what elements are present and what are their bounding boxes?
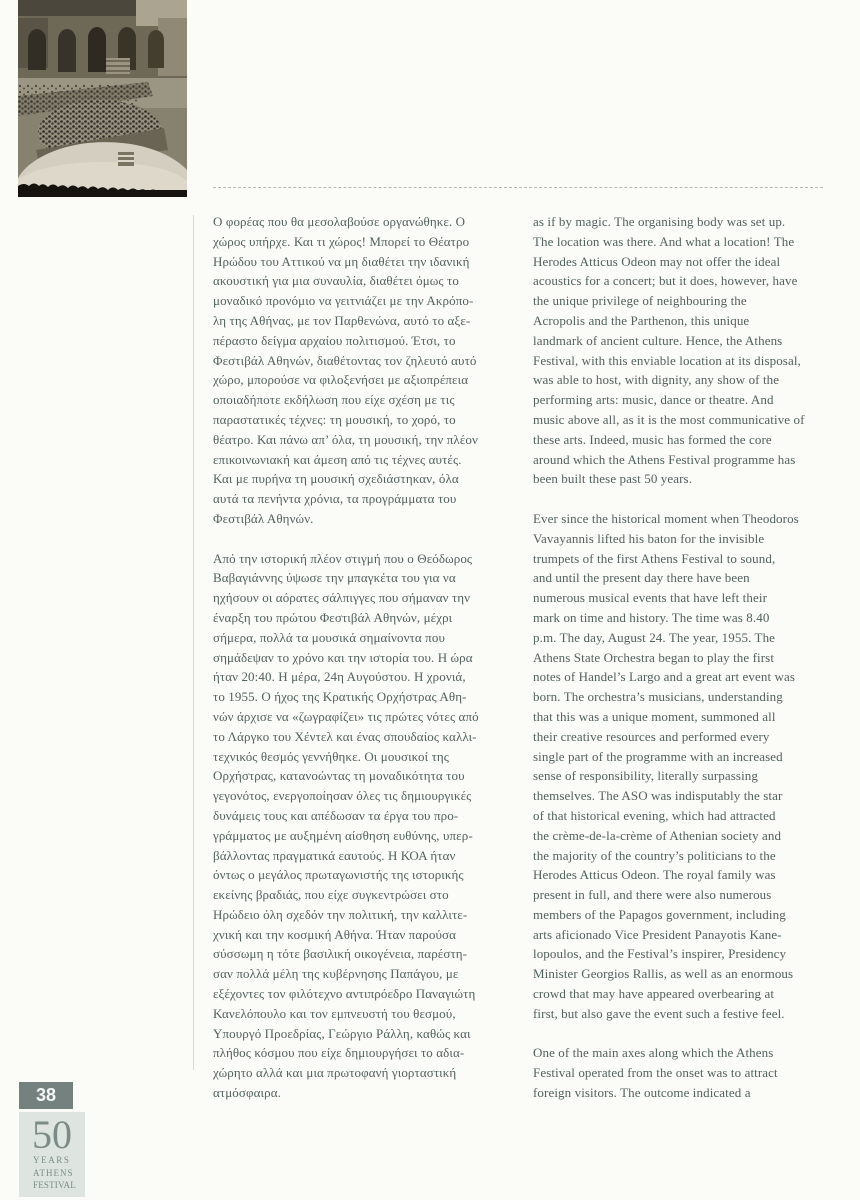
text-line: ήταν 20:40. Η μέρα, 24η Αυγούστου. Η χρονιά, xyxy=(213,669,466,685)
text-line: landmark of ancient culture. Hence, the Athens xyxy=(533,332,783,348)
text-line: επικοινωνιακή και άμεση από τις τέχνες αυτές. xyxy=(213,451,462,467)
text-line: σύσσωμη η τότε βασιλική οικογένεια, παρέστη- xyxy=(213,946,468,962)
logo-big-number: 50 xyxy=(32,1112,72,1157)
text-line: p.m. The day, August 24. The year, 1955. The xyxy=(533,629,776,645)
text-line: mark on time and history. The time was 8.40 xyxy=(533,609,770,625)
text-line: notes of Handel’s Largo and a great art event was xyxy=(533,669,796,685)
text-line: Acropolis and the Parthenon, this unique xyxy=(533,312,750,328)
text-line: χώρητο αλλά και μια πρωτοφανή γιορταστική xyxy=(213,1065,457,1081)
text-line: One of the main axes along which the Athens xyxy=(533,1045,774,1061)
dashed-divider-rule xyxy=(213,187,823,188)
text-line: arts aficionado Vice President Panayotis Kane- xyxy=(533,926,782,942)
text-line: of that historical evening, which had attracted xyxy=(533,807,776,823)
paragraph xyxy=(533,509,841,1024)
text-line: εκείνης βραδιάς, που είχε συγκεντρώσει στο xyxy=(213,887,449,903)
text-line: their creative resources and performed every xyxy=(533,728,770,744)
text-line: έναρξη του πρώτου Φεστιβάλ Αθηνών, μέχρι xyxy=(213,609,453,625)
text-line: λη της Αθήνας, με τον Παρθενώνα, αυτό το αξε- xyxy=(213,312,471,328)
text-columns xyxy=(213,212,841,1103)
text-line: performing arts: music, dance or theatre. And xyxy=(533,392,774,408)
text-line: themselves. The ASO was indisputably the star xyxy=(533,788,783,804)
text-line: όντως ο μεγάλος πρωταγωνιστής της ιστορικής xyxy=(213,867,464,883)
text-line: Φεστιβάλ Αθηνών. xyxy=(213,510,314,526)
text-line: born. The orchestra’s musicians, understanding xyxy=(533,689,783,705)
paragraph xyxy=(533,1043,841,1102)
text-line: music above all, as it is the most communicative of xyxy=(533,411,805,427)
text-line: πέραστο δείγμα αρχαίου πολιτισμού. Έτσι, το xyxy=(213,332,456,348)
text-line: these arts. Indeed, music has formed the core xyxy=(533,431,772,447)
text-line: trumpets of the first Athens Festival to sound, xyxy=(533,550,776,566)
text-line: lopoulos, and the Festival’s inspirer, Presidency xyxy=(533,946,787,962)
text-line: that this was a unique moment, summoned all xyxy=(533,708,776,724)
text-line: Φεστιβάλ Αθηνών, διαθέτοντας τον ζηλευτό αυτό xyxy=(213,352,477,368)
text-line: ηχήσουν οι αόρατες σάλπιγγες που σήμαναν την xyxy=(213,590,471,606)
text-line: Ηρώδειο όλη σχεδόν την πολιτική, την καλλιτε- xyxy=(213,906,468,922)
text-line: Κανελόπουλο και τον εμπνευστή του θεσμού, xyxy=(213,1005,456,1021)
text-line: members of the Papagos government, including xyxy=(533,906,786,922)
text-line: νών άρχισε να «ζωγραφίζει» τις πρώτες νότες από xyxy=(213,708,479,724)
text-line: το Λάργκο του Χέντελ και ένας σπουδαίος καλλι- xyxy=(213,728,477,744)
text-line: ακουστική για μια συναυλία, διαθέτει όμως το xyxy=(213,273,459,289)
text-line: foreign visitors. The outcome indicated a xyxy=(533,1085,751,1101)
text-line: Festival operated from the onset was to attract xyxy=(533,1065,778,1081)
text-line: το 1955. Ο ήχος της Κρατικής Ορχήστρας Αθη- xyxy=(213,689,467,705)
orchestra-photo xyxy=(18,0,187,197)
text-line: The location was there. And what a location! The xyxy=(533,233,795,249)
text-line: Ηρώδου του Αττικού να μη διαθέτει την ιδανική xyxy=(213,253,470,269)
paragraph xyxy=(213,212,521,529)
text-line: and until the present day there have been xyxy=(533,570,750,586)
logo-caption-festival: FESTIVAL xyxy=(33,1180,76,1190)
text-line: πλήθος κόσμου που είχε δημιουργήσει το αδια- xyxy=(213,1045,465,1061)
text-line: Herodes Atticus Odeon. The royal family was xyxy=(533,867,776,883)
text-line: Minister Georgios Rallis, as well as an enormous xyxy=(533,966,794,982)
text-line: Βαβαγιάννης ύψωσε την μπαγκέτα του για να xyxy=(213,570,456,586)
text-line: first, but also gave the event such a festive feel. xyxy=(533,1005,785,1021)
text-line: was able to host, with dignity, any show of the xyxy=(533,372,780,388)
text-line: σημάδεψαν το χρόνο και την ιστορία του. Η ώρα xyxy=(213,649,473,665)
text-line: σήμερα, πολλά τα μουσικά σημαίνοντα που xyxy=(213,629,445,645)
text-line: χώρο, μπορούσε να φιλοξενήσει με αξιοπρέπεια xyxy=(213,372,469,388)
text-line: the majority of the country’s politicians to the xyxy=(533,847,776,863)
text-line: numerous musical events that have left their xyxy=(533,590,767,606)
text-line: single part of the programme with an increased xyxy=(533,748,783,764)
text-line: the crème-de-la-crème of Athenian society and xyxy=(533,827,782,843)
text-line: παραστατικές τέχνες: τη μουσική, το χορό, το xyxy=(213,411,456,427)
text-line: Athens State Orchestra began to play the first xyxy=(533,649,775,665)
text-line: Και με πυρήνα τη μουσική σχεδιάστηκαν, όλα xyxy=(213,471,459,487)
logo-caption-years: YEARS xyxy=(33,1155,71,1165)
text-line: Υπουργό Προεδρίας, Γεώργιο Ράλλη, καθώς και xyxy=(213,1025,471,1041)
text-line: present in full, and there were also numerous xyxy=(533,887,772,903)
text-line: Ever since the historical moment when Theodoros xyxy=(533,510,799,526)
page-number: 38 xyxy=(35,1085,57,1105)
text-line: sense of responsibility, literally surpassing xyxy=(533,768,758,784)
text-line: crowd that may have appeared overbearing at xyxy=(533,986,775,1002)
vertical-margin-rule xyxy=(193,215,194,1070)
text-line: δυνάμεις τους και απέδωσαν τα έργα του προ- xyxy=(213,807,459,823)
text-line: τεχνικός θεσμός γεννήθηκε. Οι μουσικοί της xyxy=(213,748,450,764)
text-line: been built these past 50 years. xyxy=(533,471,693,487)
text-line: Από την ιστορική πλέον στιγμή που ο Θεόδωρος xyxy=(213,550,473,566)
text-line: θέατρο. Και πάνω απ’ όλα, τη μουσική, την πλέον xyxy=(213,431,478,447)
text-line: Ο φορέας που θα μεσολαβούσε οργανώθηκε. Ο xyxy=(213,214,466,229)
text-line: οποιαδήποτε εκδήλωση που είχε σχέση με τις xyxy=(213,392,455,408)
text-line: χώρος υπήρχε. Και τι χώρος! Μπορεί το Θέατρο xyxy=(213,233,470,249)
text-line: Ορχήστρας, κατανοώντας τη μοναδικότητα του xyxy=(213,768,465,784)
text-line: βάλλοντας πραγματικά εαυτούς. Η ΚΟΑ ήταν xyxy=(213,847,456,863)
text-line: the unique privilege of neighbouring the xyxy=(533,293,747,309)
fifty-years-athens-festival-logo xyxy=(19,1112,85,1197)
text-line: ατμόσφαιρα. xyxy=(213,1085,281,1101)
english-text-column xyxy=(533,212,841,1103)
text-line: Festival, with this enviable location at its disposal, xyxy=(533,352,801,368)
text-line: Herodes Atticus Odeon may not offer the ideal xyxy=(533,253,781,269)
text-line: Vavayannis lifted his baton for the invisible xyxy=(533,530,765,546)
greek-text-column xyxy=(213,212,521,1103)
text-line: γράμματος με αυξημένη αίσθηση ευθύνης, υπερ- xyxy=(213,827,473,843)
text-line: around which the Athens Festival programme has xyxy=(533,451,796,467)
text-line: as if by magic. The organising body was set up. xyxy=(533,214,786,229)
logo-caption-athens: ATHENS xyxy=(33,1167,74,1178)
paragraph xyxy=(213,549,521,1103)
text-line: μοναδικό προνόμιο να γειτνιάζει με την Ακρόπο- xyxy=(213,293,474,309)
text-line: σαν πολλά μέλη της κυβέρνησης Παπάγου, με xyxy=(213,966,459,982)
paragraph xyxy=(533,212,841,489)
page-number-badge xyxy=(19,1082,73,1109)
text-line: αυτά τα πενήντα χρόνια, τα προγράμματα του xyxy=(213,491,457,507)
text-line: εξέχοντες τον φιλότεχνο αντιπρόεδρο Παναγιώτη xyxy=(213,986,476,1002)
text-line: χνική και την κοσμική Αθήνα. Ήταν παρούσα xyxy=(213,926,457,942)
text-line: acoustics for a concert; but it does, however, have xyxy=(533,273,798,289)
text-line: γεγονότος, ενεργοποίησαν όλες τις δημιουργικές xyxy=(213,788,472,804)
